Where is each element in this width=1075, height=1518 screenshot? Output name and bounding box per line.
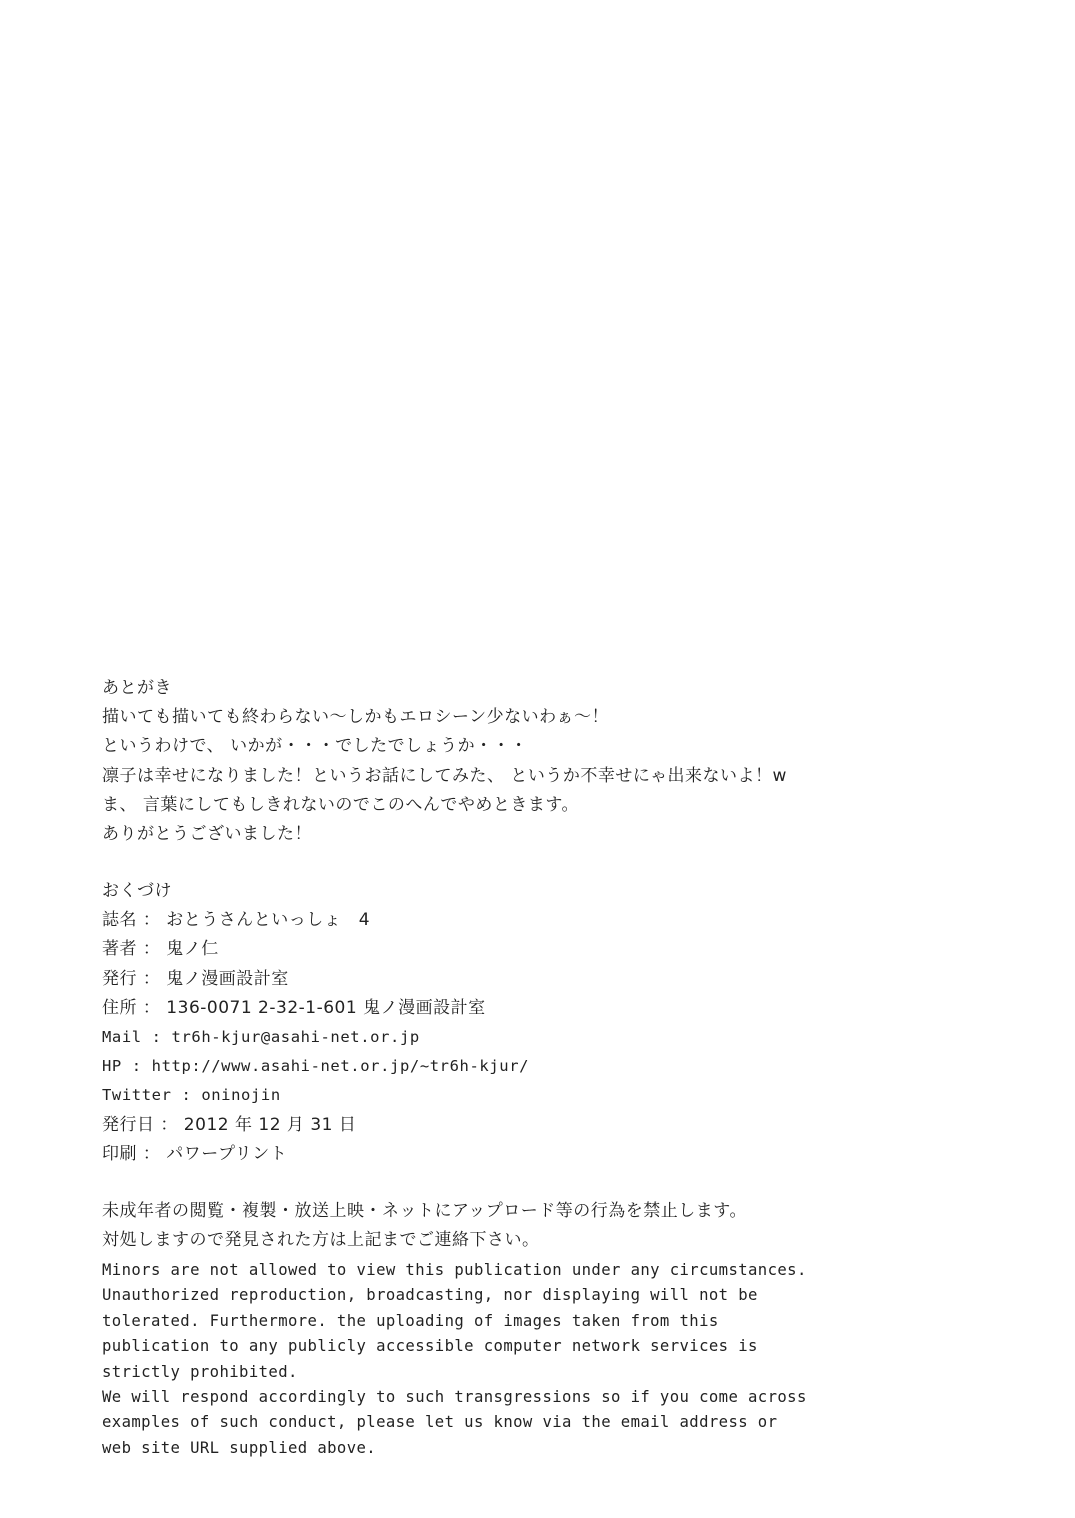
colophon-homepage: HP : http://www.asahi-net.or.jp/~tr6h-kjur/ xyxy=(102,1057,530,1076)
colophon-printer: 印刷 ： パワープリント xyxy=(102,1143,288,1164)
notice-en-line: tolerated. Furthermore. the uploading of images taken from this xyxy=(102,1311,719,1330)
notice-en-line: Minors are not allowed to view this publication under any circumstances. xyxy=(102,1261,807,1279)
notice-en-line: web site URL supplied above. xyxy=(102,1438,377,1457)
notice-jp-line: 対処しますので発見された方は上記までご連絡下さい。 xyxy=(102,1230,540,1250)
afterword-line: ありがとうございました！ xyxy=(102,823,312,844)
colophon-address: 住所 ： 136-0071 2-32-1-601 鬼ノ漫画設計室 xyxy=(102,997,486,1018)
colophon-twitter: Twitter : oninojin xyxy=(102,1086,281,1105)
colophon-date: 発行日 ： 2012 年 12 月 31 日 xyxy=(102,1114,357,1135)
afterword-heading: あとがき xyxy=(102,678,172,698)
colophon-section xyxy=(102,877,529,1169)
colophon-author: 著者 ： 鬼ノ仁 xyxy=(102,939,219,960)
afterword-line: というわけで、 いかが・・・でしたでしょうか・・・ xyxy=(102,736,528,757)
notice-jp-line: 未成年者の閲覧・複製・放送上映・ネットにアップロード等の行為を禁止します。 xyxy=(102,1201,747,1221)
colophon-publisher: 発行 ： 鬼ノ漫画設計室 xyxy=(102,968,289,989)
colophon-title: 誌名 ： おとうさんといっしょ 4 xyxy=(102,910,371,931)
afterword-line: 描いても描いても終わらない～しかもエロシーン少ないわぁ～！ xyxy=(102,707,609,728)
notice-japanese xyxy=(102,1197,747,1255)
colophon-heading: おくづけ xyxy=(102,881,172,901)
notice-en-line: strictly prohibited. xyxy=(102,1362,298,1381)
notice-en-line: examples of such conduct, please let us know via the email address or xyxy=(102,1413,778,1432)
notice-en-line: Unauthorized reproduction, broadcasting, nor displaying will not be xyxy=(102,1286,758,1305)
colophon-mail: Mail : tr6h-kjur@asahi-net.or.jp xyxy=(102,1027,420,1046)
afterword-section xyxy=(102,674,787,849)
notice-en-line: publication to any publicly accessible computer network services is xyxy=(102,1337,758,1356)
afterword-line: ま、 言葉にしてもしきれないのでこのへんでやめときます。 xyxy=(102,794,580,815)
afterword-line: 凛子は幸せになりました！というお話にしてみた、 というか不幸せにゃ出来ないよ！w xyxy=(102,765,787,786)
notice-en-line: We will respond accordingly to such transgressions so if you come across xyxy=(102,1387,807,1406)
notice-english xyxy=(102,1258,807,1461)
